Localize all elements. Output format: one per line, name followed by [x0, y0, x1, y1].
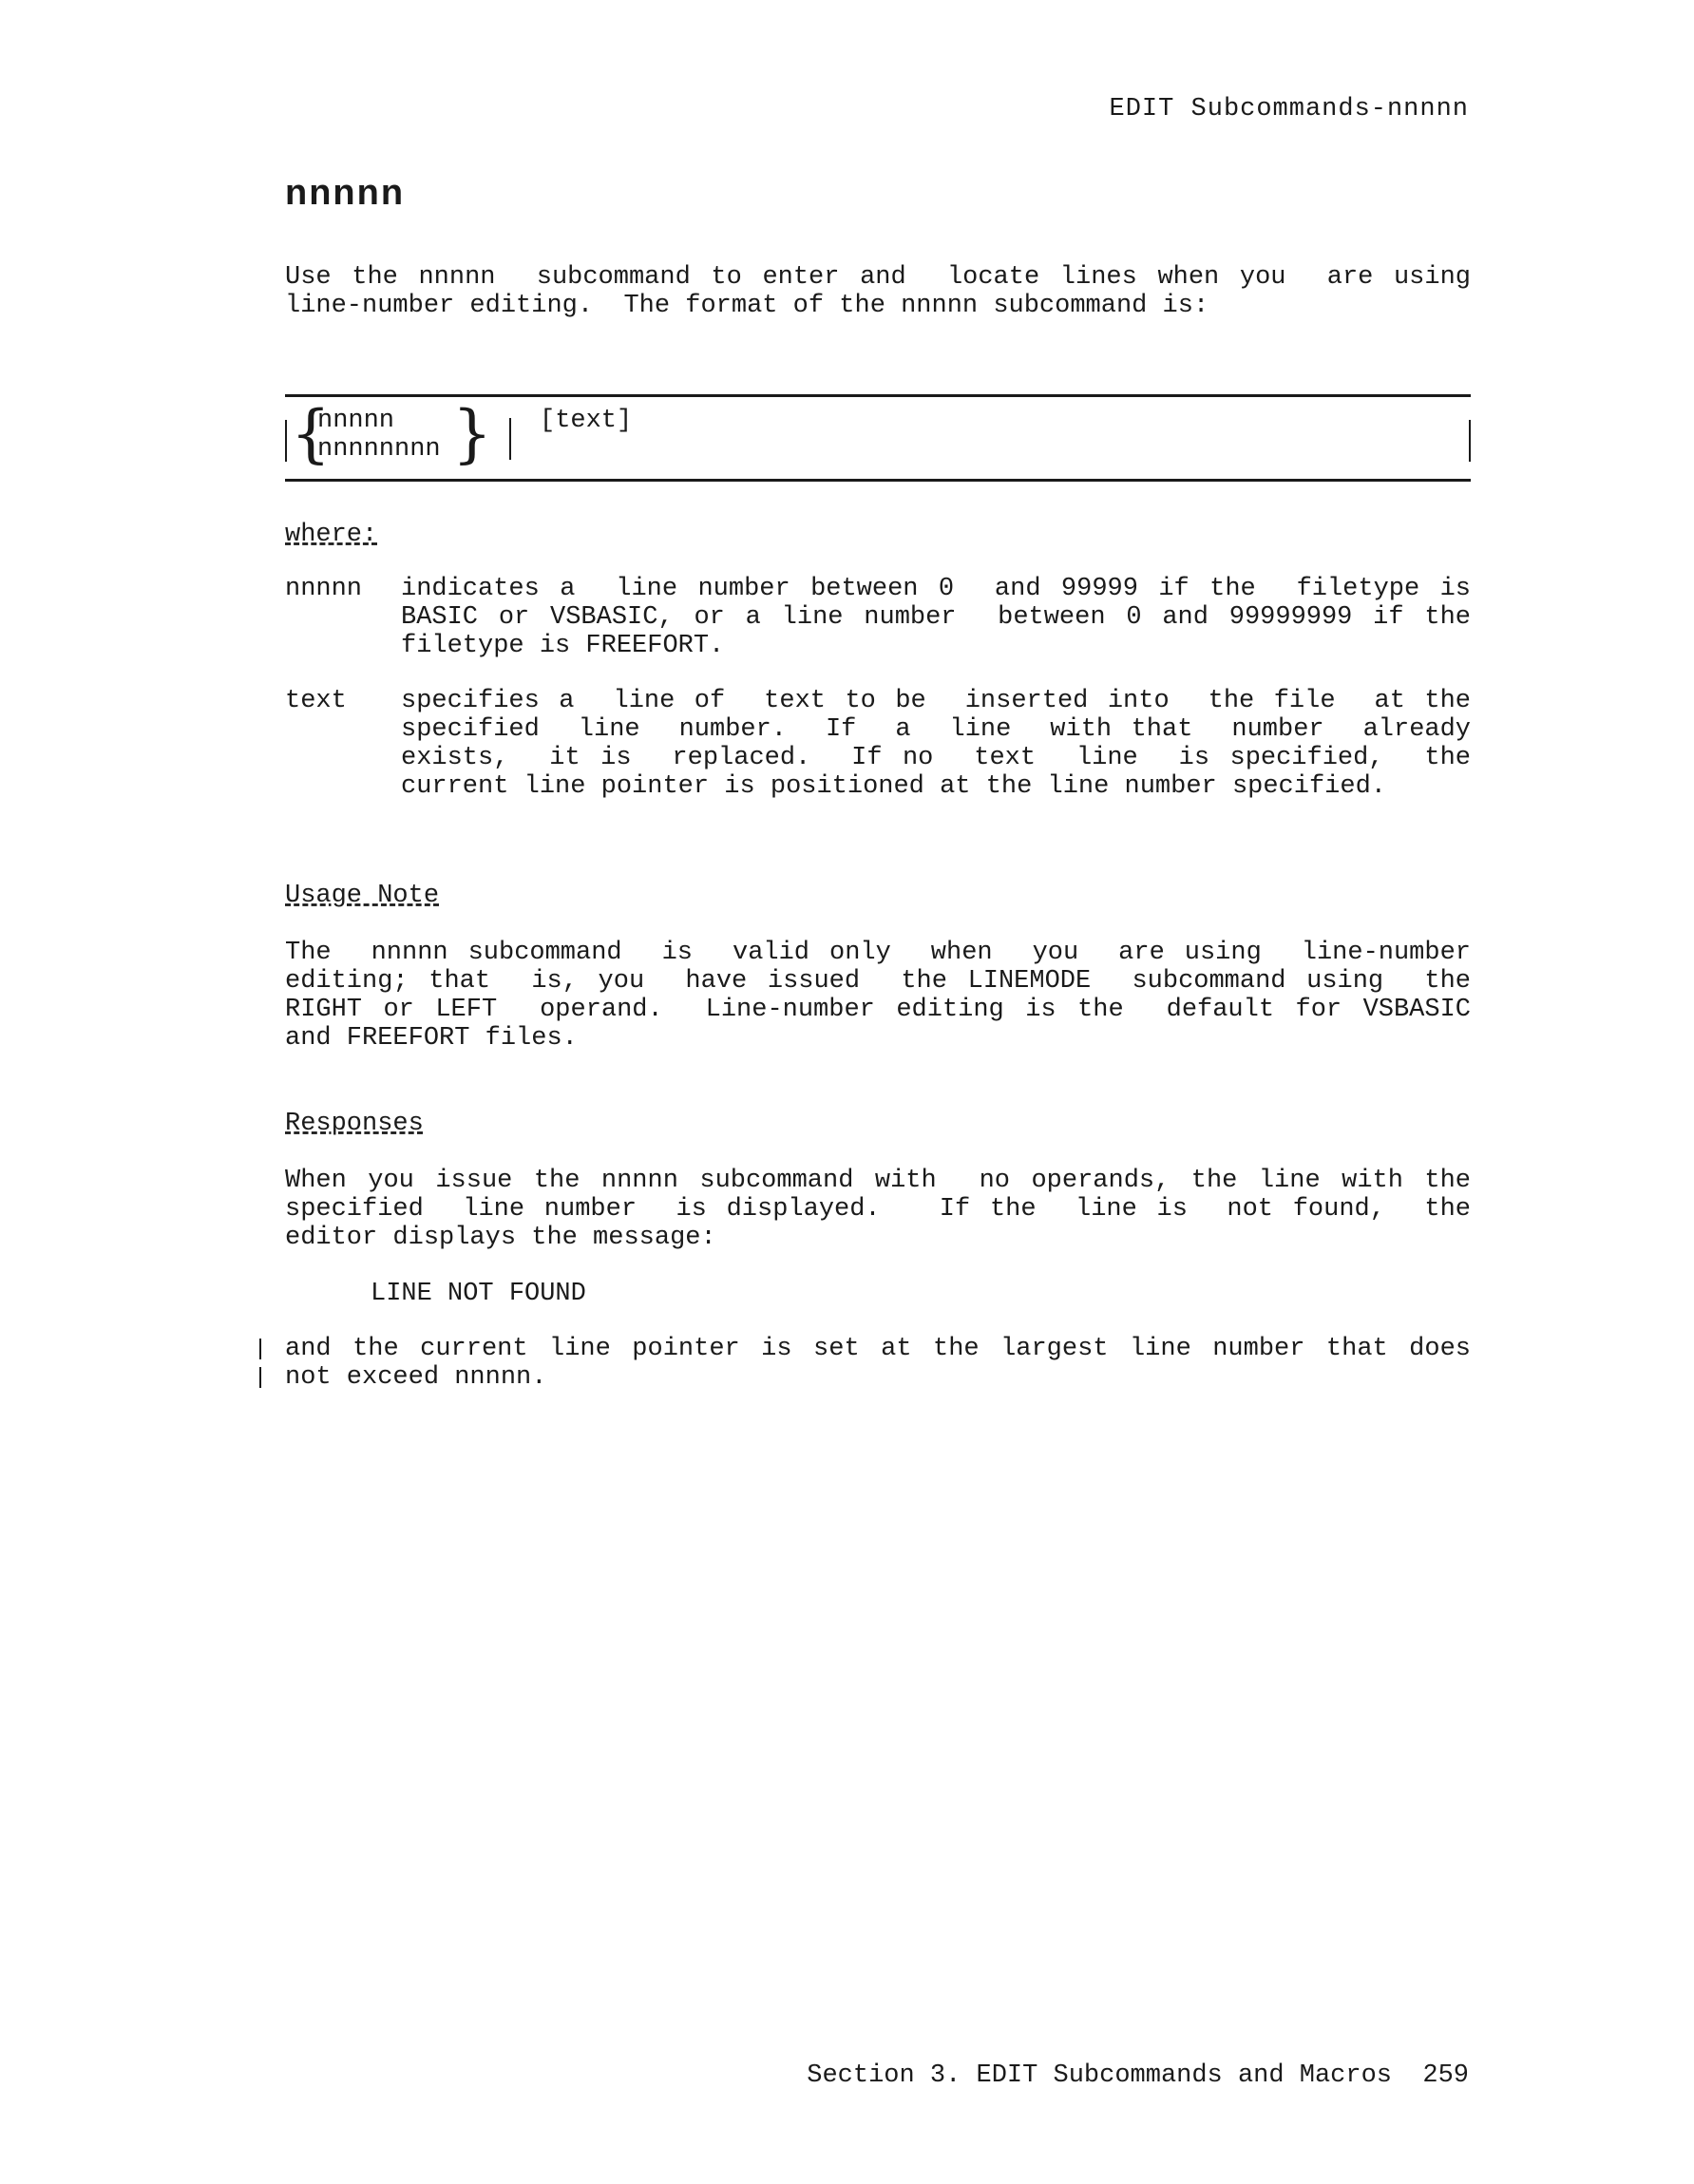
left-brace: {: [291, 397, 331, 470]
intro-line: line-number editing. The format of the nnnnn subcommand is:: [285, 292, 1209, 320]
syntax-box: [285, 394, 1471, 482]
usage-note-line: and FREEFORT files.: [285, 1024, 578, 1053]
syntax-separator: [509, 418, 511, 460]
box-left-edge: [285, 420, 287, 462]
definition-line: specifies a line of text to be inserted into the file at the: [401, 687, 1471, 715]
usage-note-line: editing; that is, you have issued the LINEMODE subcommand using the: [285, 967, 1471, 996]
definition-line: filetype is FREEFORT.: [401, 632, 725, 660]
syntax-option-short: nnnnn: [317, 407, 395, 435]
right-brace: }: [452, 397, 492, 470]
section-title: nnnnn: [285, 173, 406, 213]
box-right-edge: [1469, 420, 1471, 462]
responses-line: editor displays the message:: [285, 1224, 716, 1252]
running-head: EDIT Subcommands-nnnnn: [1109, 95, 1469, 123]
definition-line: indicates a line number between 0 and 99999 if the filetype is: [401, 575, 1471, 603]
syntax-option-long: nnnnnnnn: [317, 435, 441, 464]
responses-heading: Responses: [285, 1110, 424, 1138]
syntax-operand: [text]: [540, 407, 633, 435]
where-label: where:: [285, 521, 378, 549]
revision-bar: [259, 1367, 261, 1388]
responses-line: When you issue the nnnnn subcommand with no operands, the line with the: [285, 1167, 1471, 1195]
usage-note-line: RIGHT or LEFT operand. Line-number editing is the default for VSBASIC: [285, 996, 1471, 1024]
intro-line: Use the nnnnn subcommand to enter and locate lines when you are using: [285, 263, 1471, 292]
responses-followup-line: and the current line pointer is set at the largest line number that does: [285, 1335, 1471, 1363]
definition-line: BASIC or VSBASIC, or a line number between 0 and 99999999 if the: [401, 603, 1471, 632]
page-footer: Section 3. EDIT Subcommands and Macros 259: [807, 2061, 1469, 2090]
definition-line: specified line number. If a line with that number already: [401, 715, 1471, 744]
error-message: LINE NOT FOUND: [371, 1280, 586, 1308]
definition-term-text: text: [285, 687, 347, 715]
responses-line: specified line number is displayed. If the line is not found, the: [285, 1195, 1471, 1224]
revision-bar: [259, 1339, 261, 1359]
definition-term-nnnnn: nnnnn: [285, 575, 363, 603]
usage-note-heading: Usage Note: [285, 882, 440, 910]
definition-line: current line pointer is positioned at the line number specified.: [401, 772, 1386, 801]
responses-followup-line: not exceed nnnnn.: [285, 1363, 547, 1392]
definition-line: exists, it is replaced. If no text line is specified, the: [401, 744, 1471, 772]
usage-note-line: The nnnnn subcommand is valid only when you are using line-number: [285, 939, 1471, 967]
